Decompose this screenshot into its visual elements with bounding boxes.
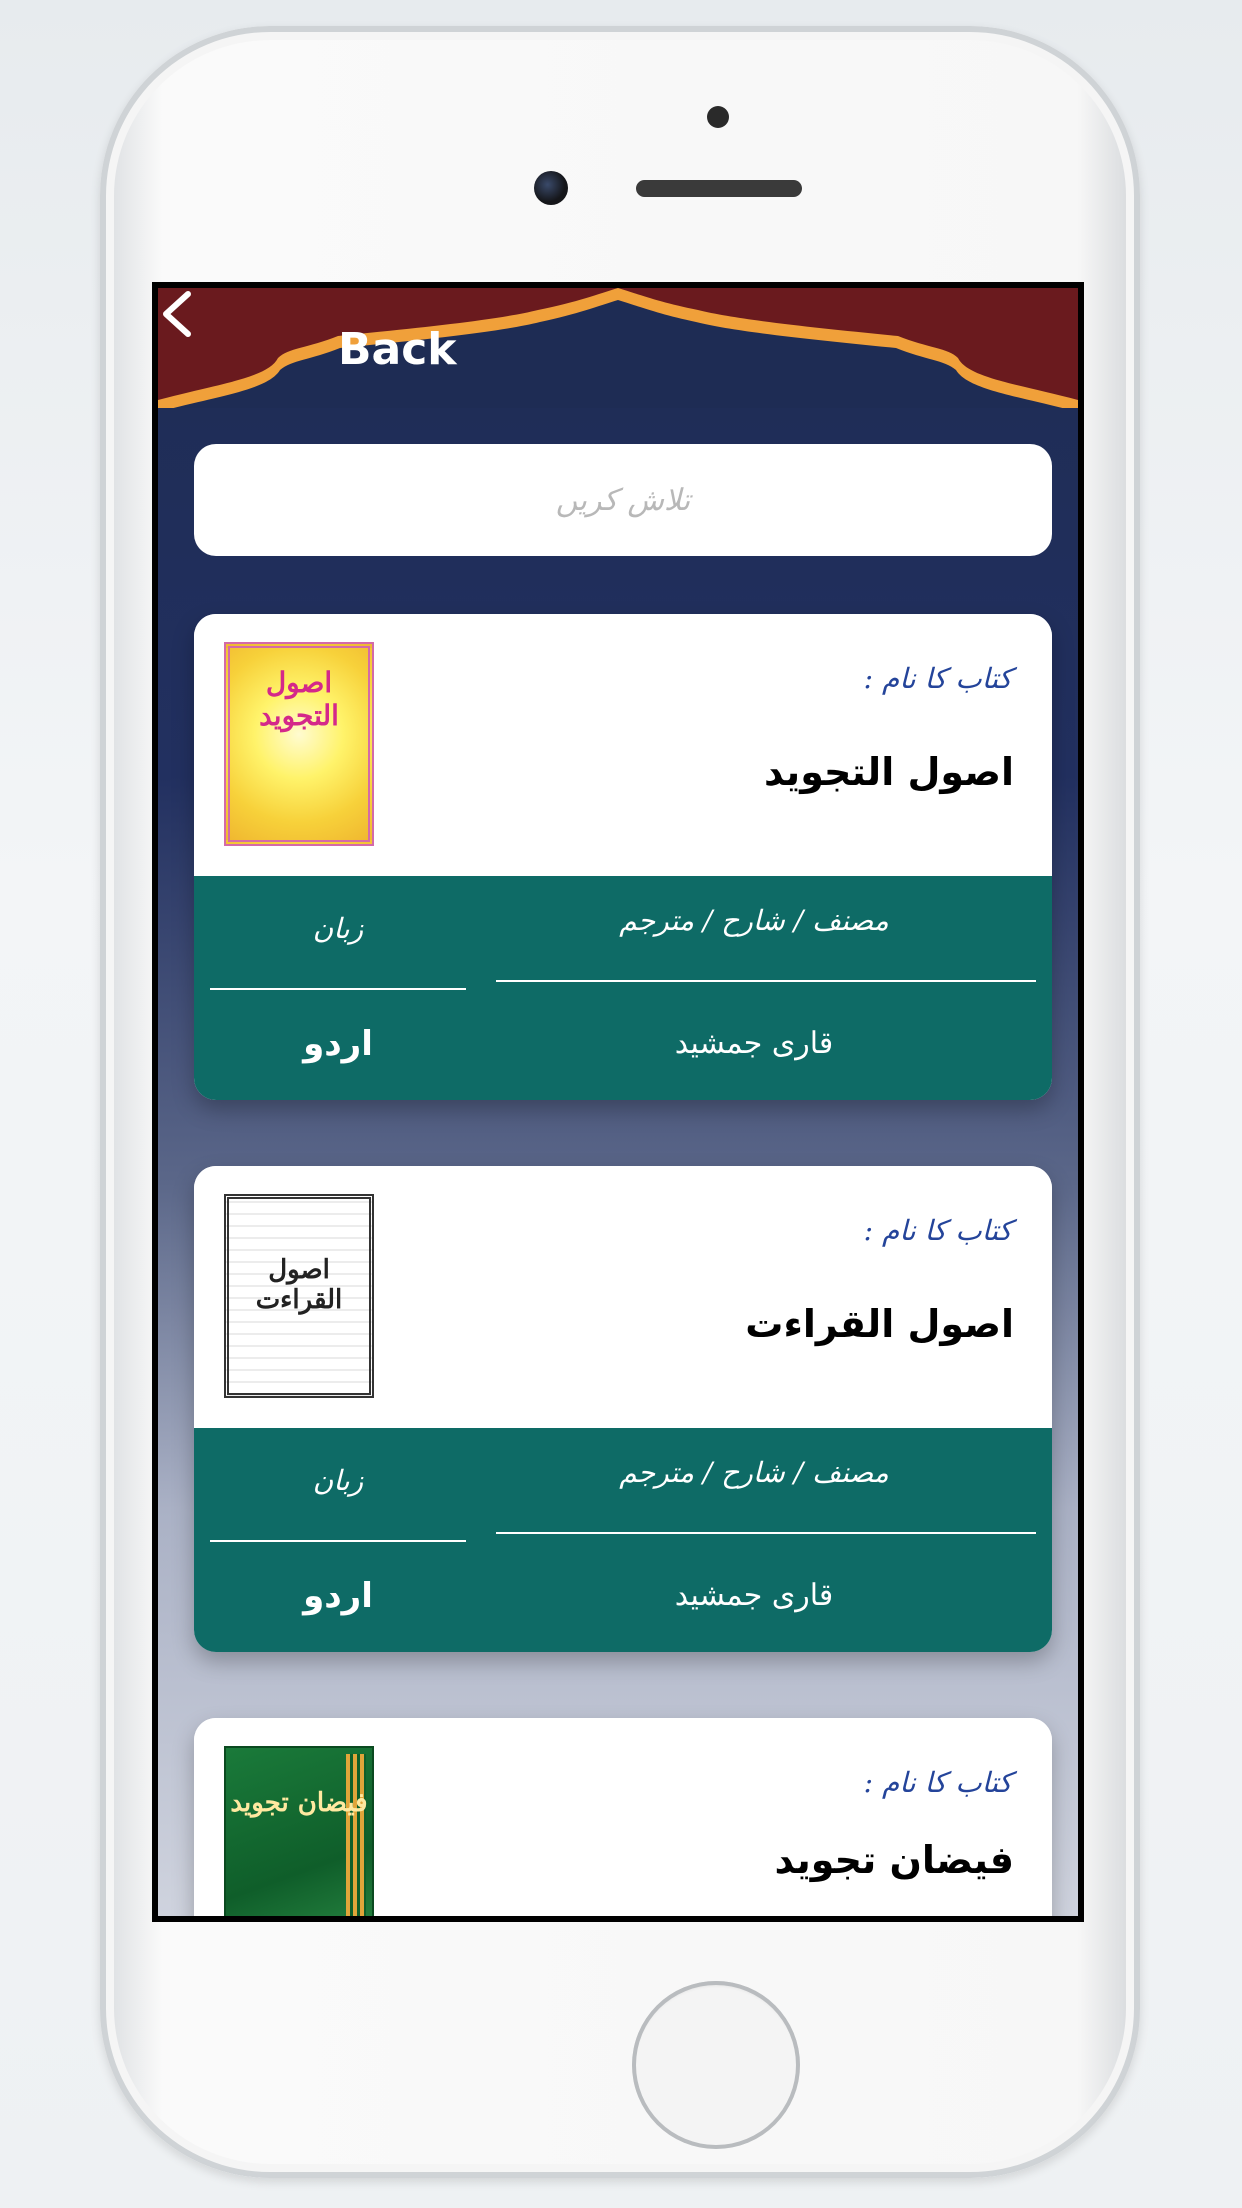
cover-title: اصول القراءت xyxy=(255,1255,343,1315)
book-title: اصول القراءت xyxy=(745,1302,1014,1346)
book-card-top xyxy=(194,614,1052,876)
proximity-sensor xyxy=(707,106,729,128)
app-view xyxy=(158,288,1078,1916)
search-input[interactable] xyxy=(194,444,1052,556)
cover-decoration xyxy=(346,1754,366,1916)
book-card[interactable] xyxy=(194,1718,1052,1916)
book-card-top xyxy=(194,1166,1052,1428)
divider xyxy=(496,980,1036,982)
book-name-label: کتاب کا نام : xyxy=(863,1214,1012,1247)
header-bar xyxy=(158,288,1078,408)
chevron-left-icon[interactable] xyxy=(158,288,198,340)
language-label: زبان xyxy=(312,912,364,945)
back-button[interactable]: Back xyxy=(338,324,457,375)
book-name-label: کتاب کا نام : xyxy=(863,662,1012,695)
book-card-details xyxy=(194,1428,1052,1652)
book-card[interactable] xyxy=(194,1166,1052,1652)
language-value: اردو xyxy=(303,1024,373,1064)
author-label: مصنف / شارح / مترجم xyxy=(619,1456,889,1489)
book-card[interactable] xyxy=(194,614,1052,1100)
book-cover-image xyxy=(224,1746,374,1916)
header-arch-decoration xyxy=(158,288,1078,408)
book-cover-image xyxy=(224,1194,374,1398)
divider xyxy=(210,988,466,990)
book-title: اصول التجوید xyxy=(763,750,1014,794)
book-name-label: کتاب کا نام : xyxy=(863,1766,1012,1799)
author-label: مصنف / شارح / مترجم xyxy=(619,904,889,937)
divider xyxy=(210,1540,466,1542)
earpiece-speaker xyxy=(636,180,802,197)
book-card-details xyxy=(194,876,1052,1100)
book-title: فیضان تجوید xyxy=(774,1838,1014,1882)
language-value: اردو xyxy=(303,1576,373,1616)
cover-title: فیضان تجوید xyxy=(230,1788,368,1818)
phone-screen xyxy=(152,282,1084,1922)
author-value: قاری جمشید xyxy=(674,1578,834,1613)
book-cover-image xyxy=(224,642,374,846)
book-card-top xyxy=(194,1718,1052,1916)
home-button[interactable] xyxy=(632,1981,800,2149)
front-camera xyxy=(534,171,568,205)
author-value: قاری جمشید xyxy=(674,1026,834,1061)
language-label: زبان xyxy=(312,1464,364,1497)
divider xyxy=(496,1532,1036,1534)
cover-title: اصول التجوید xyxy=(259,666,339,732)
